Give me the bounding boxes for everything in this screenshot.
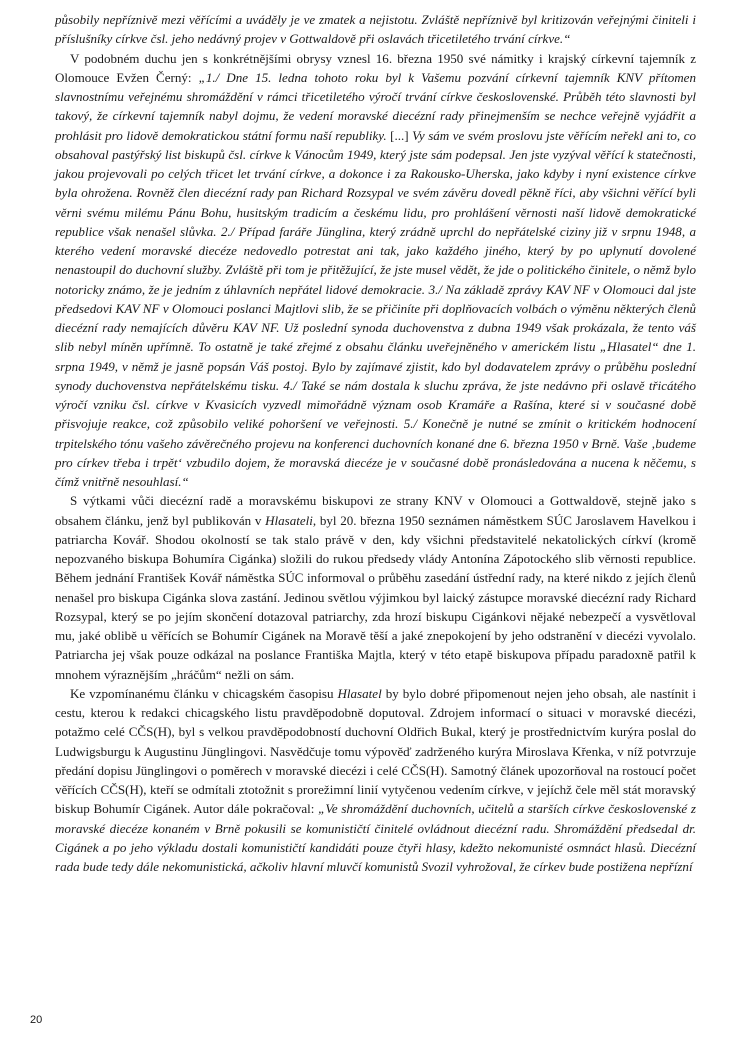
paragraph-1	[55, 10, 696, 49]
italic-quote-run: „1./ Dne 15. ledna tohoto roku byl k Vašemu pozvání církevní tajemník KNV přítomen slavnostnímu veřejnému shromáždění v rámci třicetiletého výročí trvání církve československé. Průběh této slavnosti byl takový, že církevní tajemník nabyl dojmu, že vedení moravské diecézní rady přinejmenším se nechce veřejně vyjádřit a prohlásit pro lidově demokratickou státní formu naší republiky.	[55, 69, 696, 143]
paragraph-4	[55, 684, 696, 877]
text-run: V podobném duchu jen s konkrétnějšími obrysy vznesl 16. března 1950 své námitky i krajský církevní tajemník z Olomouce Evžen Černý:	[55, 50, 696, 85]
text-run: S výtkami vůči diecézní radě a moravskému biskupovi ze strany KNV v Olomouci a Gottwaldově, stejně jako s obsahem článku, jenž byl publikován v	[55, 493, 696, 528]
paragraph-2	[55, 49, 696, 492]
document-page	[55, 10, 696, 876]
italic-quote-run: Hlasatel	[337, 685, 382, 701]
text-run: [...]	[386, 127, 413, 143]
text-run: by bylo dobré připomenout nejen jeho obsah, ale nastínit i cestu, kterou k redakci chicagského listu pravděpodobně doputoval. Zdrojem informací o situaci v moravské diecézi, potažmo celé CČS(H), byl s velkou pravděpodobností duchovní Oldřich Bukal, který je prostřednictvím kurýra poslal do Ludwigsburgu k Augustinu Jünglingovi. Nasvědčuje tomu výpověď zadrženého kurýra Miroslava Křenka, v níž potvrzuje předání dopisu Jünglingovi o poměrech v moravské diecézi i celé CČS(H). Samotný článek upozorňoval na rostoucí počet věřících CČS(H), kteří se odmítali ztotožnit s prorežimní linií vytyčenou vedením církve, v jejíchž čele měl stát moravský biskup Bohumír Cigánek. Autor dále pokračoval:	[55, 685, 696, 817]
text-run: , byl 20. března 1950 seznámen náměstkem SÚC Jaroslavem Havelkou i patriarcha Kovář. Shodou okolností se tak stalo právě v den, kdy všichni představitelé nekatolických církví (kromě nepozvaného biskupa Bohumíra Cigánka) složili do rukou předsedy vlády Antonína Zápotockého slib věrnosti republice. Během jednání František Kovář náměstka SÚC informoval o průběhu zasedání ústřední rady, na které nikdo z jejích členů nenašel pro biskupa Cigánka slova zastání. Jedinou světlou výjimkou byl laický zástupce moravské diecézní rady Richard Rozsypal, který se po jejím skončení dotazoval patriarchy, zda hrozí biskupu Cigánkovi nějaké nebezpečí a vysvětloval mu, jaké oblibě u věřících se Bohumír Cigánek na Moravě těší a jaké znepokojení by jeho odstranění v diecézi vyvolalo. Patriarcha jej však pouze odkázal na poslance Františka Majtla, který v této etapě biskupova případu paradoxně patřil k mnohem výraznějším „hráčům“ nežli on sám.	[55, 512, 696, 682]
italic-quote-run: působily nepříznivě mezi věřícími a uváděly je ve zmatek a nejistotu. Zvláště nepříznivě byl kritizován veřejnými činiteli i příslušníky církve čsl. jeho nedávný projev v Gottwaldově při oslavách třicetiletého trvání církve.“	[55, 12, 696, 47]
italic-quote-run: Vy sám ve svém proslovu jste věřícím neřekl ani to, co obsahoval pastýřský list biskupů čsl. církve k Vánocům 1949, který jste sám podepsal. Jen jste vyzýval věřící k statečnosti, jakou projevovali po celých třicet let trvání církve, a dokonce i za Rakousko-Uherska, jako kdyby i nyní existence církve byla ohrožena. Rovněž člen diecézní rady pan Richard Rozsypal ve svém závěru dovedl pěkně říci, aby všichni věřící byli věrni svému milému Pánu Bohu, husitským tradicím a českému lidu, pro prohlášení věrnosti naší lidově demokratické republice však nenašel slůvka. 2./ Případ faráře Jünglina, který zrádně uprchl do nepřátelské ciziny již v srpnu 1948, a kterého vedení moravské diecéze nedovedlo potrestat ani tak, jako každého jiného, který by po uplynutí dovolené nenastoupil do duchovní služby. Zvláště při tom je přitěžující, že jste musel vědět, že jde o politického činitele, o němž bylo notoricky známo, že je jedním z úhlavních nepřátel lidové demokracie. 3./ Na základě zprávy KAV NF v Olomouci dal jste předsedovi KAV NF v Olomouci poslanci Majtlovi slib, že se přičiníte při doplňovacích volbách o výměnu některých členů diecézní rady nemajících důvěru KAV NF. Už poslední synoda duchovenstva z dubna 1949 však prokázala, že tento váš slib nebyl míněn upřímně. To ostatně je také zřejmé z obsahu článku uveřejněného v americkém listu „Hlasatel“ dne 1. srpna 1949, v němž je jasně popsán Váš postoj. Bylo by zajímavé zjistit, kdo byl dodavatelem zprávy o průběhu poslední synody duchovenstva nepřátelskému tisku. 4./ Také se nám dostala k sluchu zpráva, že jste nedávno při oslavě třicátého výročí vzniku čsl. církve v Kvasicích vyzvedl mimořádně význam osob Kramáře a Rašína, které si v současné době přisvojuje reakce, což způsobilo veliké pohoršení ve veřejnosti. 5./ Konečně je nutné se zmínit o kritickém hodnocení trpitelského tónu vašeho závěrečného projevu na konferenci duchovních konané dne 6. března 1950 v Brně. Vaše ‚budeme pro církev třeba i trpět‘ vzbudilo dojem, že moravská diecéze je v současné době pronásledována a nucena k něčemu, s čímž vnitřně nesouhlasí.“	[55, 127, 697, 489]
italic-quote-run: „Ve shromáždění duchovních, učitelů a starších církve československé z moravské diecéze konaném v Brně pokusili se komunističtí činitelé ovládnout diecézní radu. Shromáždění předsedal dr. Cigánek a po jeho výkladu dostali komunističtí kandidáti pouze čtyři hlasy, kdežto nekomunisté osmnáct hlasů. Diecézní rada bude tedy dále nekomunistická, ačkoliv hlavní mluvčí komunistů Svozil vyhrožoval, že církev bude postižena nepřízní	[55, 801, 696, 874]
text-run: Ke vzpomínanému článku v chicagském časopisu	[70, 685, 338, 701]
page-number: 20	[30, 1014, 43, 1026]
italic-quote-run: Hlasateli	[265, 512, 313, 528]
paragraph-3	[55, 491, 696, 684]
